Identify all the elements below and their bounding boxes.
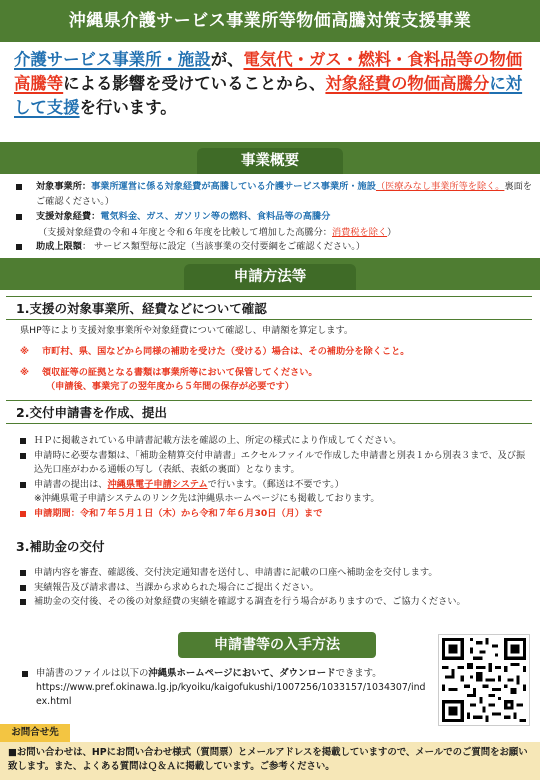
- page-title: 沖縄県介護サービス事業所等物価高騰対策支援事業: [0, 0, 540, 42]
- target-note: 裏面をご確認ください。）: [36, 181, 532, 207]
- step2-heading: 2.交付申請書を作成、提出: [6, 400, 532, 424]
- step1-note1-text: 市町村、県、国などから同様の補助を受けた（受ける）場合は、その補助分を除くこと。: [42, 346, 410, 357]
- acquire-info: [22, 667, 430, 709]
- bullet-square-icon: [20, 511, 26, 517]
- contact-text: ■お問い合わせは、HPにお問い合わせ様式（質問票）とメールアドレスを掲載していますので、メールでのご質問をお願い致します。また、よくある質問はＱ＆Ａに掲載しています。ご参考ください。: [8, 747, 528, 772]
- bullet-square-icon: [20, 585, 26, 591]
- cost-note-tax: 消費税を除く: [332, 226, 388, 238]
- apply-band: [0, 258, 540, 290]
- step1-heading: 1.支援の対象事業所、経費などについて確認: [6, 296, 532, 320]
- step1-note2: [20, 366, 530, 380]
- acquire-title: 申請書等の入手方法: [178, 632, 376, 658]
- target-exclusion: （医療みなし事業所等を除く。: [375, 181, 505, 192]
- step3-heading: 3.補助金の交付: [16, 539, 105, 554]
- lead-support-target: 対象経費の物価高騰分: [325, 74, 490, 93]
- overview-target: [12, 180, 532, 209]
- cost-note-text: （支援対象経費の令和４年度と令和６年度を比較して増加した高騰分：: [38, 226, 332, 238]
- step2-item-3b: で行います。（郵送は不要です。）: [207, 478, 344, 490]
- bullet-square-icon: [16, 184, 22, 190]
- overview-title: 事業概要: [197, 148, 343, 174]
- step2-list: [20, 434, 532, 521]
- acquire-text-b: 沖縄県ホームページにおいて、ダウンロード: [148, 668, 336, 679]
- step2-item-2: 申請時に必要な書類は、「補助金精算交付申請書」エクセルファイルで作成した申請書と別表１から別表３まで、及び振込先口座がわかる通帳の写し（表紙、表紙の裏面）となります。: [34, 449, 526, 475]
- lead-target: 介護サービス事業所・施設: [14, 50, 211, 69]
- list-item: [20, 449, 532, 478]
- cost-note: [12, 226, 532, 241]
- bullet-square-icon: [20, 599, 26, 605]
- step1-note3: [46, 380, 540, 394]
- step2-item-3c: ※沖縄県電子申請システムのリンク先は沖縄県ホームページにも掲載しております。: [34, 493, 380, 504]
- limit-label: 助成上限額: [36, 241, 82, 252]
- bullet-square-icon: [20, 438, 26, 444]
- step1-note3-text: （申請後、事業完了の翌年度から５年間の保存が必要です）: [46, 381, 295, 392]
- acquire-text-c: できます。: [335, 668, 382, 679]
- step2-deadline: 申請期間：令和７年５月１日（木）から令和７年６月30日（月）まで: [34, 507, 323, 519]
- lead-paragraph: [14, 48, 528, 120]
- lead-support: に対して支援: [14, 74, 523, 117]
- acquire-text-a: 申請書のファイルは以下の: [36, 668, 149, 679]
- note-mark: ※: [20, 346, 29, 357]
- bullet-square-icon: [16, 214, 22, 220]
- step1-text: 県HP等により支援対象事業所や対象経費について確認し、申請額を算定します。: [20, 325, 354, 336]
- bullet-square-icon: [20, 453, 26, 459]
- list-item: [20, 566, 532, 581]
- step2-item-1: ＨＰに掲載されている申請書記載方法を確認の上、所定の様式により作成してください。: [34, 435, 402, 446]
- list-item: [20, 507, 532, 522]
- target-label: 対象事業所：: [36, 181, 92, 192]
- cost-value: 電気料金、ガス、ガソリン等の燃料、食料品等の高騰分: [100, 211, 331, 222]
- overview-section: [12, 180, 532, 256]
- step1-note1: [20, 345, 530, 359]
- step3-list: [20, 566, 532, 610]
- overview-limit: [12, 240, 532, 255]
- list-item: [20, 434, 532, 449]
- overview-costs: [12, 210, 532, 225]
- contact-tag: お問合せ先: [0, 724, 70, 742]
- e-application-link[interactable]: 沖縄県電子申請システム: [107, 478, 208, 490]
- bullet-square-icon: [20, 482, 26, 488]
- step3-item-2: 実績報告及び請求書は、当課から求められた場合にご提出ください。: [34, 581, 319, 593]
- download-url-link[interactable]: https://www.pref.okinawa.lg.jp/kyoiku/kaigofukushi/1007256/1033157/1034307/index.html: [36, 682, 426, 707]
- cost-note-close: ）: [387, 226, 397, 238]
- list-item: [20, 595, 532, 610]
- lead-text-2: による影響を受けていることから、: [63, 74, 326, 93]
- step3-item-1: 申請内容を審査、確認後、交付決定通知書を送付し、申請書に記載の口座へ補助金を交付します。: [34, 567, 438, 578]
- step2-item-3a: 申請書の提出は、: [34, 478, 108, 490]
- note-mark: ※: [20, 367, 29, 378]
- lead-text-3: を行います。: [79, 98, 177, 117]
- step3-item-3: 補助金の交付後、その後の対象経費の実績を確認する調査を行う場合がありますので、ご協力ください。: [34, 596, 466, 607]
- cost-label: 支援対象経費：: [36, 211, 101, 222]
- overview-band: [0, 142, 540, 174]
- list-item: [20, 581, 532, 596]
- bullet-square-icon: [20, 570, 26, 576]
- qr-code-icon[interactable]: [438, 634, 530, 726]
- target-value: 事業所運営に係る対象経費が高騰している介護サービス事業所・施設: [91, 181, 376, 192]
- limit-value: ： サービス類型毎に設定（当該事業の交付要綱をご確認ください。）: [81, 241, 366, 252]
- list-item: [20, 478, 532, 507]
- lead-costs: 電気代・ガス・燃料・食料品等の物価高騰等: [14, 50, 523, 93]
- bullet-square-icon: [22, 671, 28, 677]
- lead-text-1: が、: [210, 50, 244, 69]
- step1-note2-text: 領収証等の証拠となる書類は事業所等において保管してください。: [42, 367, 318, 378]
- bullet-square-icon: [16, 244, 22, 250]
- apply-title: 申請方法等: [184, 264, 356, 290]
